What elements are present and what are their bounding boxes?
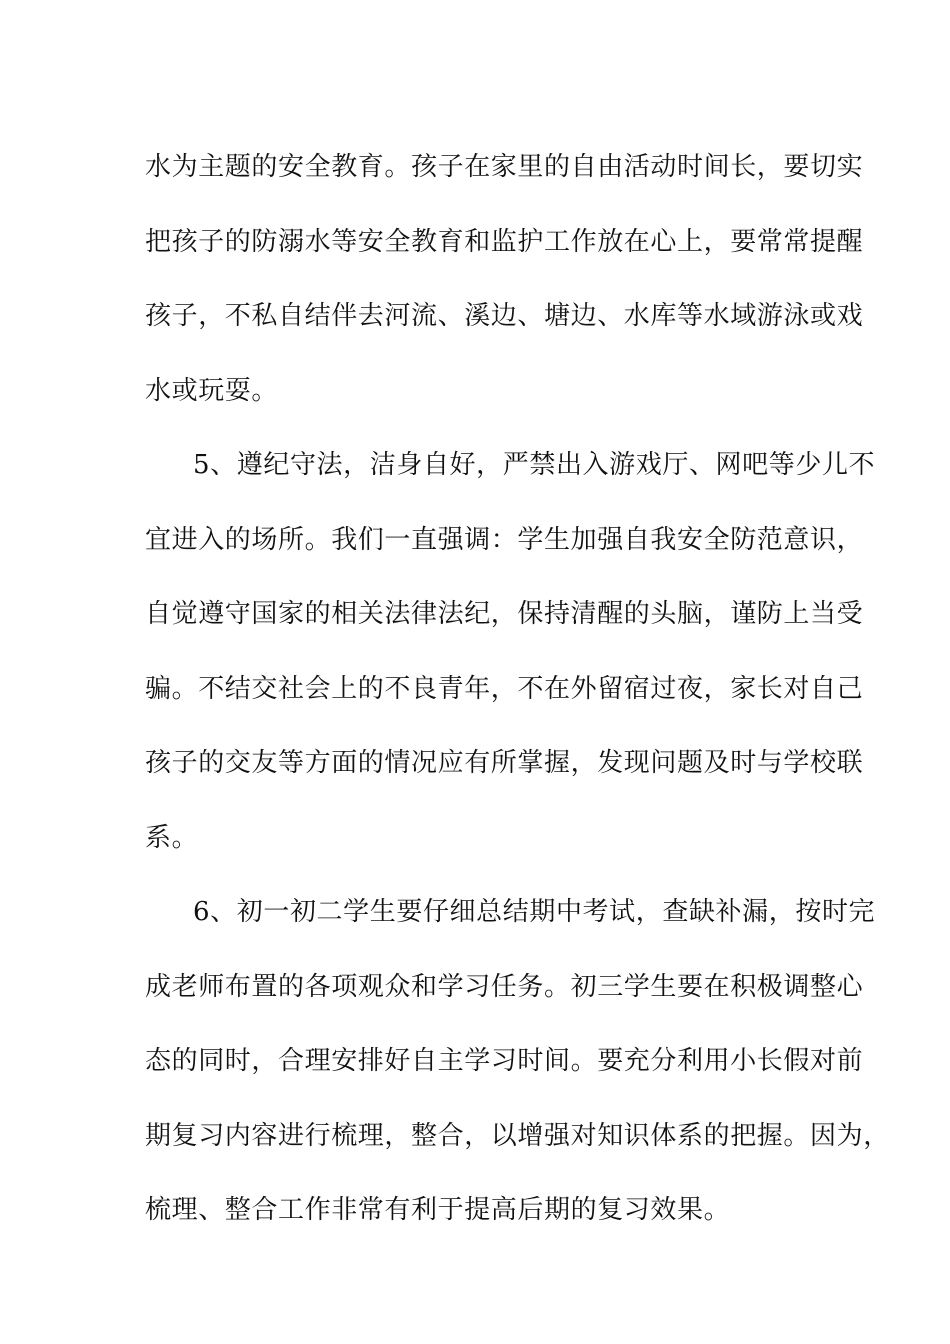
text-line-7: 自觉遵守国家的相关法律法纪，保持清醒的头脑，谨防上当受 xyxy=(145,599,864,629)
text-line-2: 把孩子的防溺水等安全教育和监护工作放在心上，要常常提醒 xyxy=(145,226,864,257)
text-line-1: 水为主题的安全教育。孩子在家里的自由活动时间长，要切实 xyxy=(145,152,864,182)
text-line-13: 态的同时，合理安排好自主学习时间。要充分利用小长假对前 xyxy=(145,1046,864,1076)
text-line-3: 孩子，不私自结伴去河流、溪边、塘边、水库等水域游泳或戏 xyxy=(145,301,864,331)
document-body xyxy=(145,130,890,1248)
text-line-8: 骗。不结交社会上的不良青年，不在外留宿过夜，家长对自己 xyxy=(145,673,864,704)
text-line-4: 水或玩耍。 xyxy=(145,375,279,406)
text-line-10: 系。 xyxy=(145,822,199,853)
text-line-14: 期复习内容进行梳理，整合，以增强对知识体系的把握。因为， xyxy=(145,1120,890,1151)
text-line-6: 宜进入的场所。我们一直强调：学生加强自我安全防范意识， xyxy=(145,524,864,555)
text-line-11: 6、初一初二学生要仔细总结期中考试，查缺补漏，按时完 xyxy=(193,897,876,927)
text-line-15: 梳理、整合工作非常有利于提高后期的复习效果。 xyxy=(145,1195,731,1225)
text-line-12: 成老师布置的各项观众和学习任务。初三学生要在积极调整心 xyxy=(145,971,864,1002)
text-line-9: 孩子的交友等方面的情况应有所掌握，发现问题及时与学校联 xyxy=(145,748,864,778)
text-line-5: 5、遵纪守法，洁身自好，严禁出入游戏厅、网吧等少儿不 xyxy=(193,450,876,480)
